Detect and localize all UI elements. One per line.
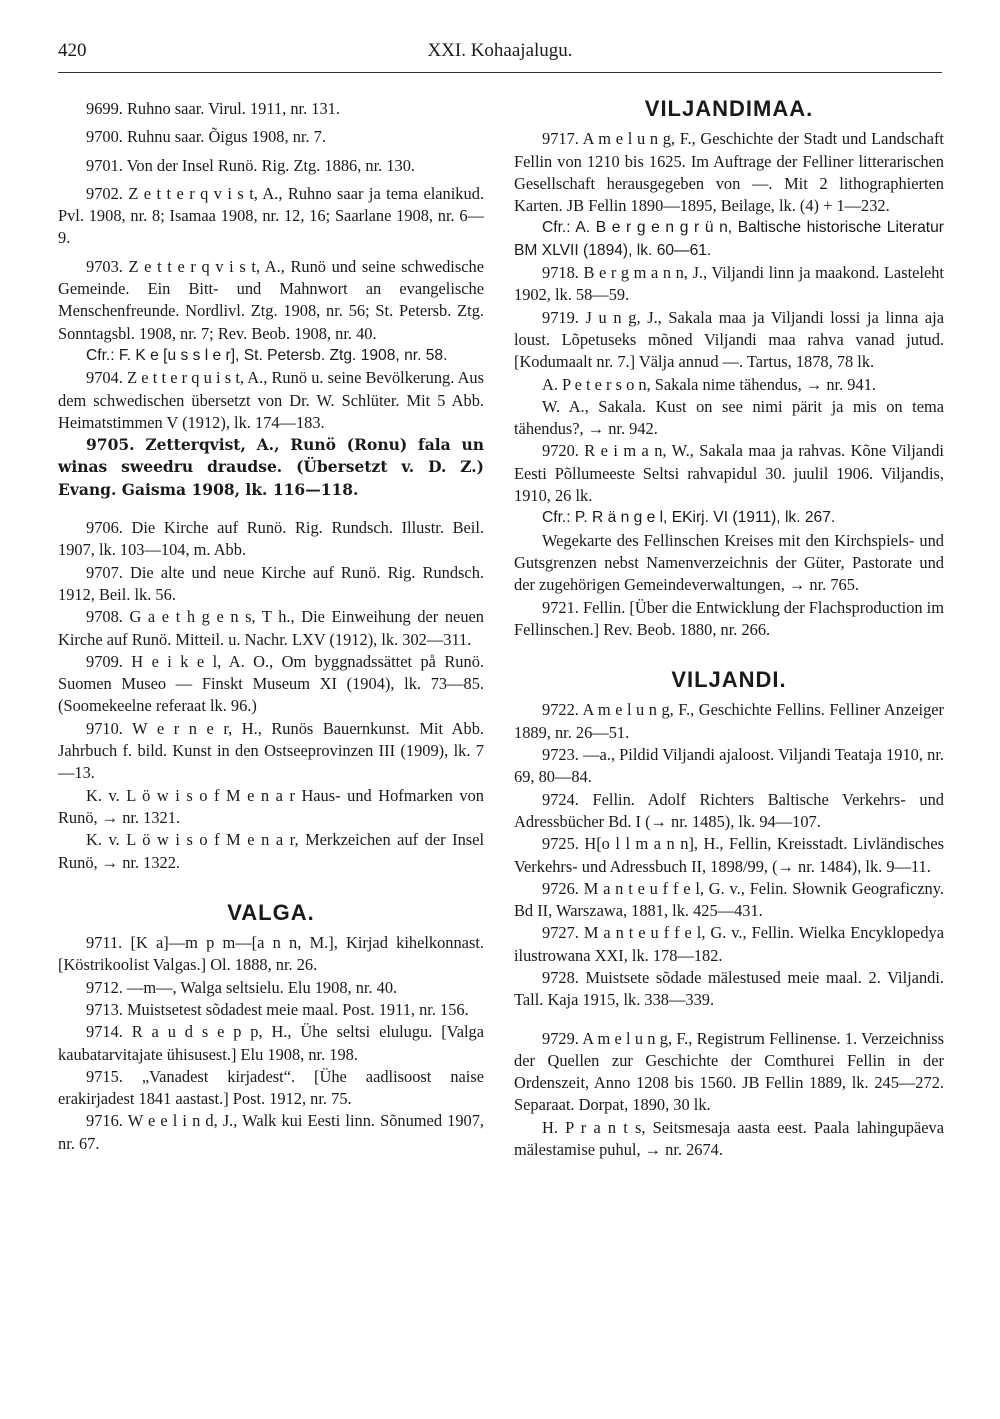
- section-heading-valga: VALGA.: [227, 899, 315, 925]
- page-number: 420: [58, 40, 87, 61]
- cfr-9717: Cfr.: A. B e r g e n g r ü n, Baltische historische Literatur BM XLVII (1894), lk. 60—61.: [514, 219, 944, 259]
- entry-9718: 9718. B e r g m a n n, J., Viljandi linn ja maakond. Lasteleht 1902, lk. 58—59.: [514, 263, 944, 305]
- entry-9716: 9716. W e e l i n d, J., Walk kui Eesti linn. Sõnumed 1907, nr. 67.: [58, 1111, 484, 1153]
- entry-9704: 9704. Z e t t e r q u i s t, A., Runö u. seine Bevölkerung. Aus dem schwedischen übersetzt von Dr. W. Schlüter. Mit 5 Abb. Heimatstimmen V (1912), lk. 174—183.: [58, 368, 484, 432]
- entry-lowis-1321: K. v. L ö w i s o f M e n a r Haus- und Hofmarken von Runö, → nr. 1321.: [58, 785, 484, 827]
- page-header: [58, 40, 942, 66]
- entry-9711: 9711. [K a]—m p m—[a n n, M.], Kirjad kihelkonnast. [Köstrikoolist Valgas.] Ol. 1888, nr. 26.: [58, 933, 484, 975]
- entry-wegekarte: Wegekarte des Fellinschen Kreises mit den Kirchspiels- und Gutsgrenzen nebst Namenverzeichnis der Güter, Pastorate und der zugehörigen Gemeindeverwaltungen, → nr. 765.: [514, 530, 944, 595]
- entry-9723: 9723. —a., Pildid Viljandi ajaloost. Viljandi Teataja 1910, nr. 69, 80—84.: [514, 745, 944, 787]
- header-rule: [58, 72, 942, 73]
- entry-9721: 9721. Fellin. [Über die Entwicklung der Flachsproduction im Fellinschen.] Rev. Beob. 1880, nr. 266.: [514, 597, 944, 639]
- entry-9702: 9702. Z e t t e r q v i s t, A., Ruhno saar ja tema elanikud. Pvl. 1908, nr. 8; Isamaa 1908, nr. 12, 16; Saarlane 1908, nr. 6—9.: [58, 183, 484, 248]
- entry-9717: 9717. A m e l u n g, F., Geschichte der Stadt und Landschaft Fellin von 1210 bis 1625. Im Auftrage der Felliner litterarischen Gesellschaft herausgegeben von —. Mit 2 lithographierten Karten. JB Fellin 1890—1895, Beilage, lk. (4) + 1—232.: [514, 129, 944, 216]
- cfr-9720: Cfr.: P. R ä n g e l, EKirj. VI (1911), lk. 267.: [542, 509, 836, 527]
- left-column: [58, 98, 484, 1155]
- entry-9719: 9719. J u n g, J., Sakala maa ja Viljandi lossi ja linna aja loust. Lõpetuseks mõned Viljandi maa rahva vanad jutud. [Kodumaalt nr. 7.] Välja annud —. Tartus, 1878, 78 lk.: [514, 307, 944, 372]
- entry-9722: 9722. A m e l u n g, F., Geschichte Fellins. Felliner Anzeiger 1889, nr. 26—51.: [514, 700, 944, 742]
- right-column: [514, 98, 944, 1161]
- cfr-9703: Cfr.: F. K e [u s s l e r], St. Petersb. Ztg. 1908, nr. 58.: [86, 346, 448, 364]
- entry-lowis-1322: K. v. L ö w i s o f M e n a r, Merkzeichen auf der Insel Runö, → nr. 1322.: [58, 830, 484, 872]
- entry-9699: 9699. Ruhno saar. Virul. 1911, nr. 131.: [86, 99, 340, 118]
- entry-9713: 9713. Muistsetest sõdadest meie maal. Post. 1911, nr. 156.: [86, 999, 469, 1019]
- entry-prants: H. P r a n t s, Seitsmesaja aasta eest. Paala lahingupäeva mälestamise puhul, → nr. 2674.: [514, 1117, 944, 1160]
- entry-9712: 9712. —m—, Walga seltsielu. Elu 1908, nr. 40.: [86, 977, 398, 997]
- entry-9729: 9729. A m e l u n g, F., Registrum Fellinense. 1. Verzeichniss der Quellen zur Geschichte der Comthurei Fellin in der Ordenszeit, Anno 1208 bis 1560. JB Fellin 1889, lk. 245—272. Separaat. Dorpat, 1890, 30 lk.: [514, 1028, 944, 1115]
- entry-9720: 9720. R e i m a n, W., Sakala maa ja rahvas. Kõne Viljandi Eesti Põllumeeste Seltsi rahvapidul 30. juulil 1906. Viljandis, 1910, 26 lk.: [514, 441, 944, 506]
- entry-9714: 9714. R a u d s e p p, H., Ühe seltsi elulugu. [Valga kaubatarvitajate ühisusest.] Elu 1908, nr. 198.: [58, 1022, 484, 1064]
- entry-9727: 9727. M a n t e u f f e l, G. v., Fellin. Wielka Encyklopedya ilustrowana XXI, lk. 178—182.: [514, 923, 944, 965]
- entry-9710: 9710. W e r n e r, H., Runös Bauernkunst. Mit Abb. Jahrbuch f. bild. Kunst in den Ostseeprovinzen III (1909), lk. 7—13.: [58, 718, 484, 783]
- entry-wa-sakala: W. A., Sakala. Kust on see nimi pärit ja mis on tema tähendus?, → nr. 942.: [514, 396, 944, 439]
- entry-9724: 9724. Fellin. Adolf Richters Baltische Verkehrs- und Adressbücher Bd. I (→ nr. 1485), lk. 94—107.: [514, 789, 944, 831]
- entry-9705: 9705. Zetterqvist, A., Runö (Ronu) fala un winas sweedru draudse. (Übersetzt v. D. Z.) Evang. Gaisma 1908, lk. 116—118.: [58, 435, 484, 499]
- entry-9701: 9701. Von der Insel Runö. Rig. Ztg. 1886, nr. 130.: [86, 155, 416, 175]
- entry-9703: 9703. Z e t t e r q v i s t, A., Runö und seine schwedische Gemeinde. Ein Bitt- und Mahnwort an evangelische Menschenfreunde. Nordlivl. Ztg. 1908, nr. 56; St. Petersb. Ztg. Sonntagsbl. 1908, nr. 7; Rev. Beob. 1908, nr. 40.: [58, 256, 484, 343]
- entry-9707: 9707. Die alte und neue Kirche auf Runö. Rig. Rundsch. 1912, Beil. lk. 56.: [58, 562, 484, 604]
- running-title: XXI. Kohaajalugu.: [427, 40, 573, 61]
- entry-peterson: A. P e t e r s o n, Sakala nime tähendus, → nr. 941.: [542, 374, 876, 394]
- entry-9726: 9726. M a n t e u f f e l, G. v., Felin. Słownik Geograficzny. Bd II, Warszawa, 1881, lk. 425—431.: [514, 878, 944, 921]
- entry-9708: 9708. G a e t h g e n s, T h., Die Einweihung der neuen Kirche auf Runö. Mitteil. u. Nachr. LXV (1912), lk. 302—311.: [58, 607, 484, 649]
- section-heading-viljandimaa: VILJANDIMAA.: [644, 96, 814, 121]
- section-heading-viljandi: VILJANDI.: [671, 667, 787, 693]
- entry-9700: 9700. Ruhnu saar. Õigus 1908, nr. 7.: [86, 127, 326, 147]
- entry-9706: 9706. Die Kirche auf Runö. Rig. Rundsch. Illustr. Beil. 1907, lk. 103—104, m. Abb.: [58, 518, 484, 560]
- entry-9709: 9709. H e i k e l, A. O., Om byggnadssättet på Runö. Suomen Museo — Finskt Museum XI (1904), lk. 73—85. (Soomekeelne referaat lk. 96.): [58, 651, 484, 716]
- entry-9715: 9715. „Vanadest kirjadest“. [Ühe aadlisoost naise erakirjadest 1841 aastast.] Post. 1912, nr. 75.: [58, 1066, 484, 1109]
- entry-9728: 9728. Muistsete sõdade mälestused meie maal. 2. Viljandi. Tall. Kaja 1915, lk. 338—339.: [514, 967, 944, 1010]
- entry-9725: 9725. H[o l l m a n n], H., Fellin, Kreisstadt. Livländisches Verkehrs- und Adressbuch II, 1898/99, (→ nr. 1484), lk. 9—11.: [514, 834, 944, 876]
